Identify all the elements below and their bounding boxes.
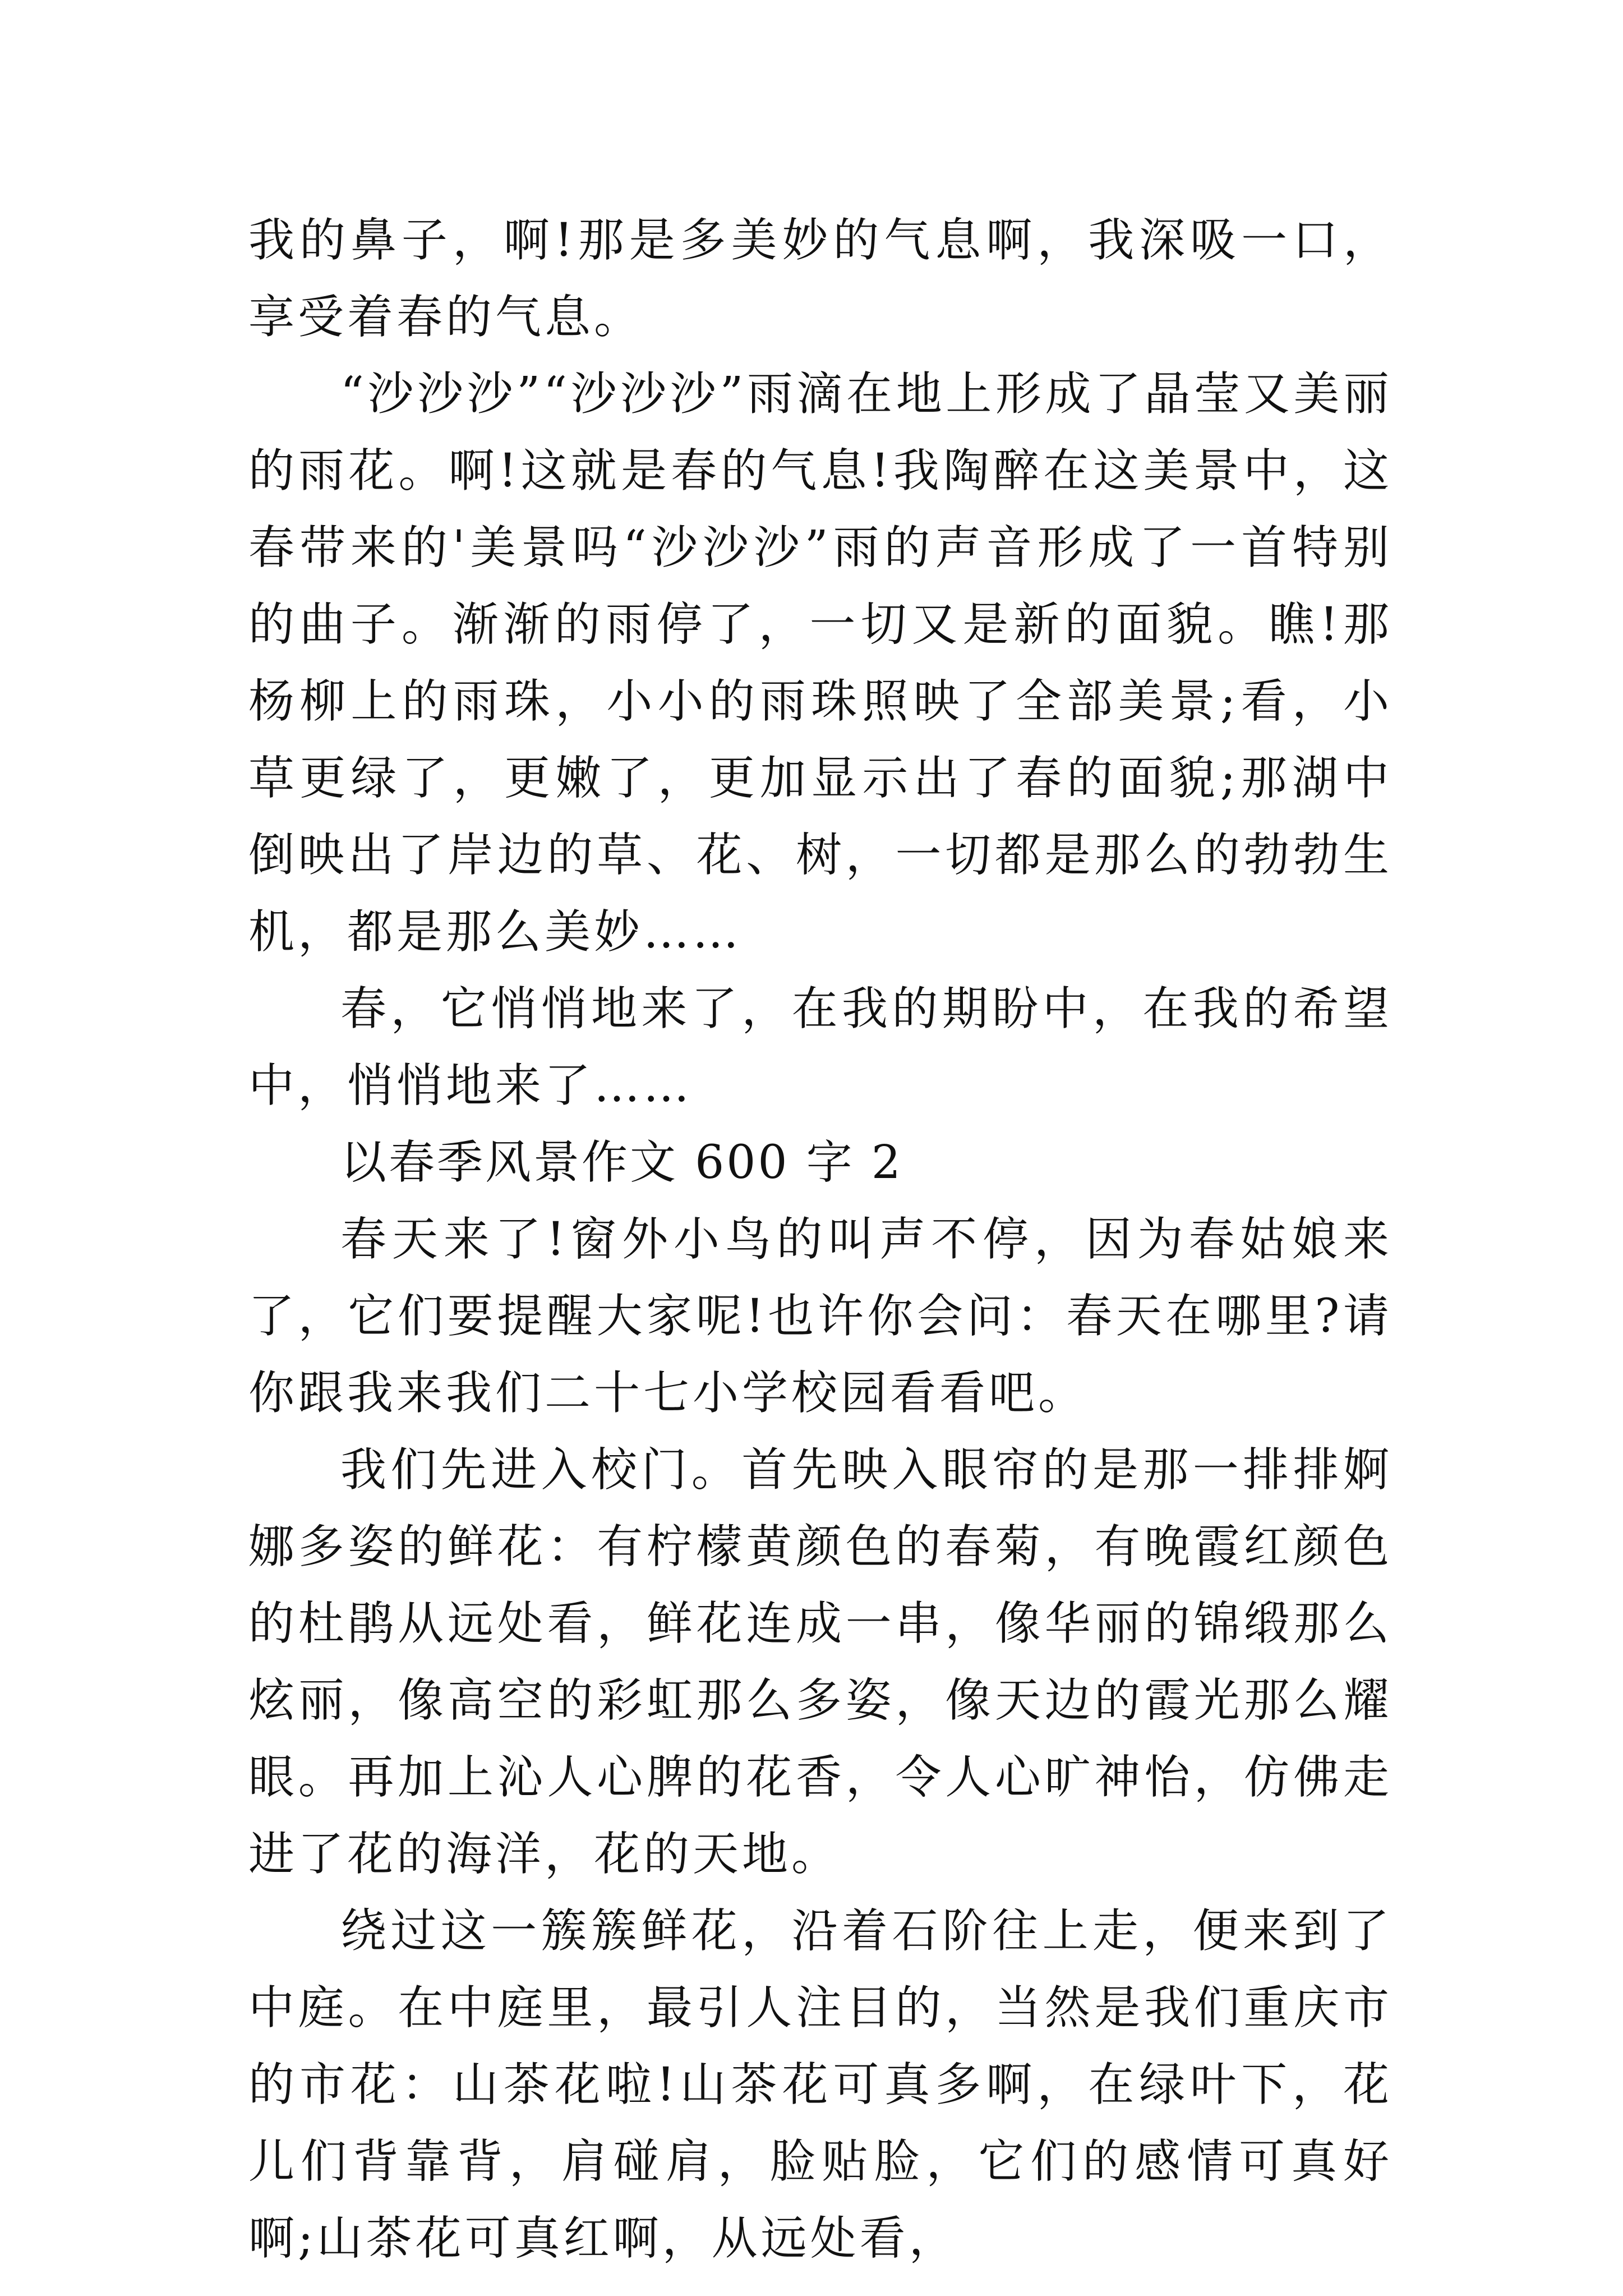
paragraph-courtyard: 绕过这一簇簇鲜花，沿着石阶往上走，便来到了中庭。在中庭里，最引人注目的，当然是我们重庆市的市花：山茶花啦!山茶花可真多啊，在绿叶下，花儿们背靠背，肩碰肩，脸贴脸，它们的感情可真好啊;山茶花可真红啊，从远处看， <box>248 1904 1393 2265</box>
paragraph-spring-came: 春天来了!窗外小鸟的叫声不停，因为春姑娘来了，它们要提醒大家呢!也许你会问：春天在哪里?请你跟我来我们二十七小学校园看看吧。 <box>248 1213 1393 1420</box>
paragraph-rain-scene: “沙沙沙”“沙沙沙”雨滴在地上形成了晶莹又美丽的雨花。啊!这就是春的气息!我陶醉在这美景中，这春带来的'美景吗“沙沙沙”雨的声音形成了一首特别的曲子。渐渐的雨停了，一切又是新的面貌。瞧!那杨柳上的雨珠，小小的雨珠照映了全部美景;看，小草更绿了，更嫩了，更加显示出了春的面貌;那湖中倒映出了岸边的草、花、树，一切都是那么的勃勃生机，都是那么美妙…… <box>248 367 1393 959</box>
essay-title-2: 以春季风景作文 600 字 2 <box>340 1136 903 1189</box>
essay-body <box>248 202 1393 2277</box>
paragraph-continuation: 我的鼻子，啊!那是多美妙的气息啊，我深吸一口，享受着春的气息。 <box>248 214 1393 344</box>
paragraph-school-gate: 我们先进入校门。首先映入眼帘的是那一排排婀娜多姿的鲜花：有柠檬黄颜色的春菊，有晚霞红颜色的杜鹃从远处看，鲜花连成一串，像华丽的锦缎那么炫丽，像高空的彩虹那么多姿，像天边的霞光那么耀眼。再加上沁人心脾的花香，令人心旷神怡，仿佛走进了花的海洋，花的天地。 <box>248 1443 1393 1881</box>
paragraph-spring-arrives: 春，它悄悄地来了，在我的期盼中，在我的希望中，悄悄地来了…… <box>248 982 1393 1112</box>
